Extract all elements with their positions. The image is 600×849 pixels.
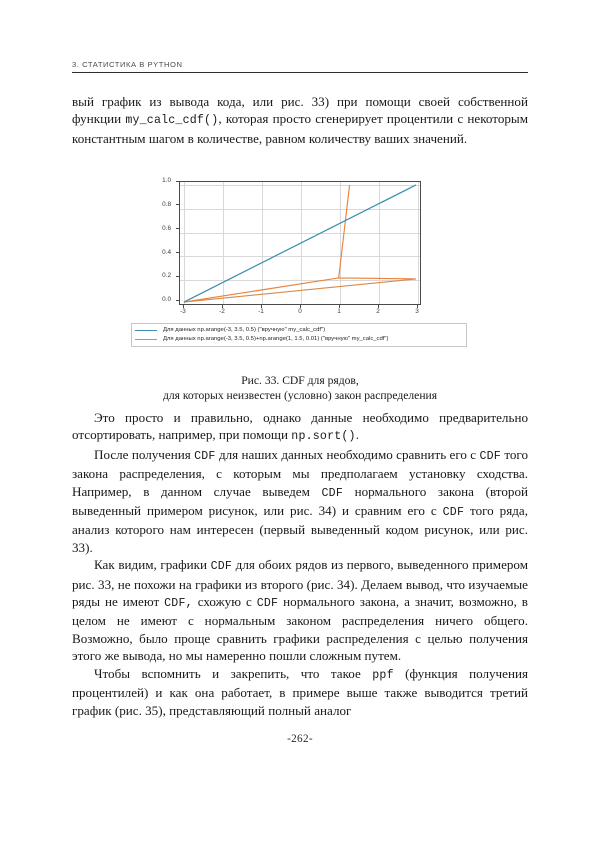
y-tick-label-0.0: 0.0 [162,296,171,304]
text-run: Это просто и правильно, однако данные необходимо предварительно отсортировать, например, при помощи [72,410,528,443]
paragraph-2 [72,409,528,446]
plot-area [179,181,421,305]
text-run: схожую с [192,594,257,610]
paragraph-4 [72,556,528,664]
caption-line-1: Рис. 33. CDF для рядов, [241,374,359,387]
figure-33 [131,177,469,342]
paragraph-5 [72,665,528,719]
caption-line-2: для которых неизвестен (условно) закон распределения [162,389,438,403]
x-tick-label-0: 0 [298,308,302,315]
inline-code-cdf: CDF [321,486,343,500]
text-run: для обоих рядов из первого, выведенного примером рис. 33, не похожи на графики из второго (рис. 34). Делаем вывод, что изучаемые ряды не имеют [72,557,529,610]
x-tick-label--2: -2 [219,308,225,315]
running-header-title: 3. СТАТИСТИКА В PYTHON [72,60,183,69]
x-tick-label--1: -1 [258,308,264,315]
chart-canvas [131,177,469,342]
paragraph-continuation [72,93,528,147]
legend-label-series-2: Для данных np.arange(-3, 3.5, 0.5)+np.arange(1, 1.5, 0.01) ("вручную" my_calc_cdf") [163,336,389,342]
y-tick-label-0.2: 0.2 [162,272,171,280]
legend-swatch-icon [135,330,157,331]
figure-caption [72,373,528,403]
legend-label-series-1: Для данных np.arange(-3, 3.5, 0.5) ("вручную" my_calc_cdf") [163,327,326,333]
y-tick-label-0.4: 0.4 [162,248,171,256]
paragraph-group-main [72,409,528,719]
text-run: . [355,427,359,443]
text-run: Чтобы вспомнить и закрепить, что такое [94,665,373,681]
page-number: -262- [287,733,313,745]
legend-entry-series-1 [135,326,463,335]
y-tick-label-0.6: 0.6 [162,224,171,232]
x-tick-label-3: 3 [415,308,419,315]
text-run: того закона распределения, с которым мы предполагаем установку сходства. Например, в данном случае выведем [72,446,529,499]
text-run: нормального закона (второй выведенный примером рисунок, или рис. 34) и сравним его с [72,483,528,519]
y-tick-label-0.8: 0.8 [162,201,171,208]
inline-code-my-calc-cdf: my_calc_cdf() [125,114,219,128]
inline-code-ppf: ppf [372,668,394,682]
series-plot [180,182,420,304]
text-run: После получения [94,446,195,462]
y-tick-label-1.0: 1.0 [162,177,171,185]
legend-entry-series-2 [135,335,463,344]
inline-code-cdf: CDF [479,449,501,463]
inline-code-cdf: CDF [256,597,279,611]
inline-code-cdf: CDF [194,449,216,463]
inline-code-cdf: CDF, [164,597,193,611]
inline-code-cdf: CDF [442,506,465,520]
text-run: Как видим, графики [94,557,211,573]
x-tick-label-2: 2 [376,308,380,315]
inline-code-np-sort: np.sort() [291,430,356,444]
text-run: , которая просто сгенерирует процентили с некоторым константным шагом в количестве, равном количеству ваших значений. [72,111,528,146]
header-divider [72,72,528,73]
text-run: нормального закона, а значит, возможно, в целом не имеют с нормальным законом распределения ничего общего. Возможно, было проще сравнить графики распределения с целью получения этого же вывода, но мы намеренно пошли сложным путем. [72,594,528,664]
text-run: (функция получения процентилей) и как она работает, в примере выше также выводится третий график (рис. 35), представляющий полный аналог [72,665,528,718]
paragraph-3 [72,446,528,556]
text-run: для наших данных необходимо сравнить его с [215,446,480,462]
legend-swatch-icon [135,339,157,340]
text-run: вый график из вывода кода, или рис. 33) при помощи своей собственной функции [72,94,528,127]
running-header [72,60,528,73]
x-tick-label--3: -3 [180,308,186,315]
series-line-orange-branch [184,279,416,302]
paragraph-1 [72,93,528,147]
x-tick-label-1: 1 [337,308,341,315]
chart-legend [131,323,467,347]
text-run: того ряда, анализ которого нам интересен (первый выведенный кодом рисунок, или рис. 33). [72,503,528,555]
inline-code-cdf: CDF [210,560,233,574]
